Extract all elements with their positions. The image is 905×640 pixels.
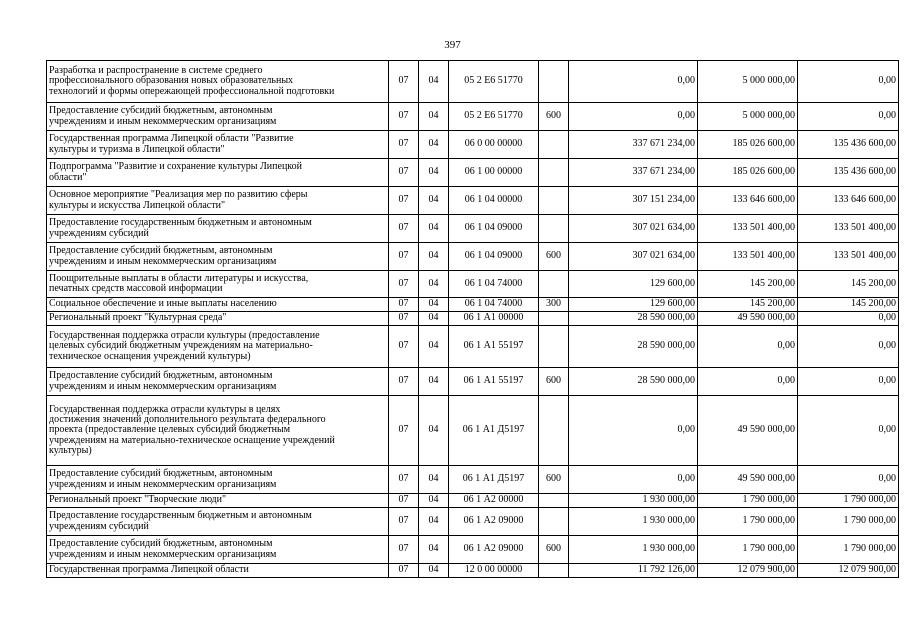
cell-sum-year-3: 133 646 600,00 [798,187,899,215]
cell-target-article: 06 1 04 74000 [449,298,539,312]
cell-sum-year-2: 12 079 900,00 [698,564,798,578]
table-row [47,466,899,494]
cell-sum-year-1: 28 590 000,00 [569,368,698,396]
cell-target-article: 06 1 А2 09000 [449,508,539,536]
budget-table [46,60,899,578]
cell-sum-year-1: 337 671 234,00 [569,159,698,187]
cell-sum-year-1: 0,00 [569,396,698,466]
cell-sum-year-3: 1 790 000,00 [798,508,899,536]
cell-subsection: 04 [419,536,449,564]
cell-sum-year-3: 1 790 000,00 [798,494,899,508]
cell-sum-year-1: 28 590 000,00 [569,326,698,368]
cell-target-article: 05 2 Е6 51770 [449,61,539,103]
cell-section: 07 [389,271,419,298]
cell-sum-year-2: 145 200,00 [698,298,798,312]
cell-section: 07 [389,215,419,243]
cell-subsection: 04 [419,61,449,103]
page-number: 397 [444,39,461,51]
cell-name: Предоставление государственным бюджетным и автономным учреждениям субсидий [47,508,389,536]
cell-sum-year-2: 185 026 600,00 [698,131,798,159]
cell-section: 07 [389,159,419,187]
cell-target-article: 05 2 Е6 51770 [449,103,539,131]
cell-name: Разработка и распространение в системе среднего профессионального образования новых образовательных технологий и формы опережающей профессиональной подготовки [47,61,389,103]
cell-target-article: 12 0 00 00000 [449,564,539,578]
cell-name: Предоставление субсидий бюджетным, автономным учреждениям и иным некоммерческим организациям [47,243,389,271]
cell-subsection: 04 [419,131,449,159]
table-row [47,564,899,578]
cell-sum-year-3: 133 501 400,00 [798,215,899,243]
cell-sum-year-1: 1 930 000,00 [569,508,698,536]
cell-subsection: 04 [419,466,449,494]
cell-sum-year-3: 145 200,00 [798,271,899,298]
cell-sum-year-1: 307 021 634,00 [569,243,698,271]
cell-expense-type: 600 [539,368,569,396]
cell-section: 07 [389,187,419,215]
cell-target-article: 06 1 А1 55197 [449,326,539,368]
cell-target-article: 06 0 00 00000 [449,131,539,159]
cell-name: Предоставление субсидий бюджетным, автономным учреждениям и иным некоммерческим организациям [47,368,389,396]
cell-subsection: 04 [419,312,449,326]
cell-subsection: 04 [419,508,449,536]
cell-subsection: 04 [419,243,449,271]
cell-subsection: 04 [419,396,449,466]
table-row [47,215,899,243]
cell-target-article: 06 1 04 09000 [449,243,539,271]
table-row [47,536,899,564]
cell-sum-year-1: 129 600,00 [569,298,698,312]
table-row [47,243,899,271]
cell-sum-year-2: 1 790 000,00 [698,494,798,508]
cell-sum-year-3: 0,00 [798,466,899,494]
cell-sum-year-2: 133 501 400,00 [698,243,798,271]
table-row [47,61,899,103]
cell-target-article: 06 1 А1 00000 [449,312,539,326]
table-row [47,494,899,508]
cell-expense-type [539,564,569,578]
cell-sum-year-3: 0,00 [798,61,899,103]
cell-sum-year-3: 135 436 600,00 [798,159,899,187]
cell-section: 07 [389,466,419,494]
cell-expense-type [539,215,569,243]
cell-section: 07 [389,326,419,368]
table-row [47,159,899,187]
cell-sum-year-1: 1 930 000,00 [569,494,698,508]
cell-expense-type: 600 [539,243,569,271]
cell-sum-year-1: 337 671 234,00 [569,131,698,159]
cell-sum-year-2: 5 000 000,00 [698,103,798,131]
table-row [47,298,899,312]
cell-name: Подпрограмма "Развитие и сохранение культуры Липецкой области" [47,159,389,187]
cell-sum-year-2: 5 000 000,00 [698,61,798,103]
cell-section: 07 [389,396,419,466]
cell-sum-year-3: 0,00 [798,396,899,466]
cell-section: 07 [389,494,419,508]
cell-expense-type: 600 [539,466,569,494]
cell-expense-type [539,326,569,368]
cell-sum-year-2: 49 590 000,00 [698,396,798,466]
cell-sum-year-1: 129 600,00 [569,271,698,298]
cell-sum-year-3: 145 200,00 [798,298,899,312]
cell-sum-year-2: 49 590 000,00 [698,312,798,326]
cell-subsection: 04 [419,215,449,243]
cell-section: 07 [389,368,419,396]
cell-target-article: 06 1 А1 Д5197 [449,466,539,494]
cell-sum-year-2: 1 790 000,00 [698,508,798,536]
table-row [47,103,899,131]
cell-name: Государственная поддержка отрасли культуры в целях достижения значений дополнительного результата федерального проекта (предоставление целевых субсидий бюджетным учреждениям на материально-техническое оснащение учреждений культуры) [47,396,389,466]
cell-expense-type [539,271,569,298]
cell-expense-type [539,508,569,536]
cell-section: 07 [389,312,419,326]
table-row [47,131,899,159]
cell-sum-year-1: 11 792 126,00 [569,564,698,578]
cell-subsection: 04 [419,298,449,312]
table-row [47,187,899,215]
cell-name: Предоставление субсидий бюджетным, автономным учреждениям и иным некоммерческим организациям [47,536,389,564]
cell-target-article: 06 1 04 09000 [449,215,539,243]
cell-name: Основное мероприятие "Реализация мер по развитию сферы культуры и искусства Липецкой области" [47,187,389,215]
cell-target-article: 06 1 А2 00000 [449,494,539,508]
cell-sum-year-3: 0,00 [798,326,899,368]
cell-sum-year-1: 0,00 [569,466,698,494]
cell-sum-year-3: 0,00 [798,103,899,131]
cell-target-article: 06 1 А1 Д5197 [449,396,539,466]
cell-name: Региональный проект "Культурная среда" [47,312,389,326]
cell-sum-year-2: 133 646 600,00 [698,187,798,215]
cell-sum-year-1: 307 151 234,00 [569,187,698,215]
cell-sum-year-1: 307 021 634,00 [569,215,698,243]
cell-expense-type [539,159,569,187]
cell-name: Государственная программа Липецкой области [47,564,389,578]
cell-expense-type: 600 [539,536,569,564]
cell-subsection: 04 [419,326,449,368]
cell-target-article: 06 1 00 00000 [449,159,539,187]
cell-name: Предоставление государственным бюджетным и автономным учреждениям субсидий [47,215,389,243]
cell-section: 07 [389,564,419,578]
cell-sum-year-3: 135 436 600,00 [798,131,899,159]
cell-section: 07 [389,298,419,312]
cell-subsection: 04 [419,187,449,215]
cell-name: Государственная поддержка отрасли культуры (предоставление целевых субсидий бюджетным учреждениям на материально- техническое оснащения учреждений культуры) [47,326,389,368]
cell-sum-year-2: 133 501 400,00 [698,215,798,243]
cell-name: Социальное обеспечение и иные выплаты населению [47,298,389,312]
cell-expense-type [539,494,569,508]
cell-name: Поощрительные выплаты в области литературы и искусства, печатных средств массовой информации [47,271,389,298]
cell-subsection: 04 [419,159,449,187]
cell-sum-year-3: 0,00 [798,312,899,326]
cell-subsection: 04 [419,368,449,396]
cell-expense-type [539,396,569,466]
table-row [47,396,899,466]
cell-sum-year-2: 0,00 [698,368,798,396]
cell-expense-type [539,187,569,215]
table-row [47,326,899,368]
cell-subsection: 04 [419,564,449,578]
cell-section: 07 [389,131,419,159]
cell-target-article: 06 1 А2 09000 [449,536,539,564]
cell-sum-year-1: 28 590 000,00 [569,312,698,326]
cell-sum-year-1: 1 930 000,00 [569,536,698,564]
cell-subsection: 04 [419,494,449,508]
cell-sum-year-3: 133 501 400,00 [798,243,899,271]
cell-sum-year-2: 0,00 [698,326,798,368]
cell-sum-year-1: 0,00 [569,61,698,103]
cell-expense-type: 600 [539,103,569,131]
cell-sum-year-3: 1 790 000,00 [798,536,899,564]
cell-sum-year-1: 0,00 [569,103,698,131]
cell-section: 07 [389,508,419,536]
cell-target-article: 06 1 А1 55197 [449,368,539,396]
cell-subsection: 04 [419,271,449,298]
cell-name: Региональный проект "Творческие люди" [47,494,389,508]
cell-sum-year-3: 0,00 [798,368,899,396]
cell-name: Предоставление субсидий бюджетным, автономным учреждениям и иным некоммерческим организациям [47,103,389,131]
cell-subsection: 04 [419,103,449,131]
table-row [47,312,899,326]
cell-target-article: 06 1 04 74000 [449,271,539,298]
cell-expense-type [539,131,569,159]
cell-expense-type [539,312,569,326]
cell-name: Государственная программа Липецкой области "Развитие культуры и туризма в Липецкой области" [47,131,389,159]
cell-sum-year-2: 1 790 000,00 [698,536,798,564]
cell-section: 07 [389,536,419,564]
cell-sum-year-2: 49 590 000,00 [698,466,798,494]
cell-section: 07 [389,243,419,271]
table-row [47,508,899,536]
cell-sum-year-2: 145 200,00 [698,271,798,298]
cell-expense-type: 300 [539,298,569,312]
cell-section: 07 [389,61,419,103]
cell-sum-year-3: 12 079 900,00 [798,564,899,578]
table-row [47,368,899,396]
table-row [47,271,899,298]
cell-expense-type [539,61,569,103]
cell-section: 07 [389,103,419,131]
cell-name: Предоставление субсидий бюджетным, автономным учреждениям и иным некоммерческим организациям [47,466,389,494]
cell-target-article: 06 1 04 00000 [449,187,539,215]
cell-sum-year-2: 185 026 600,00 [698,159,798,187]
